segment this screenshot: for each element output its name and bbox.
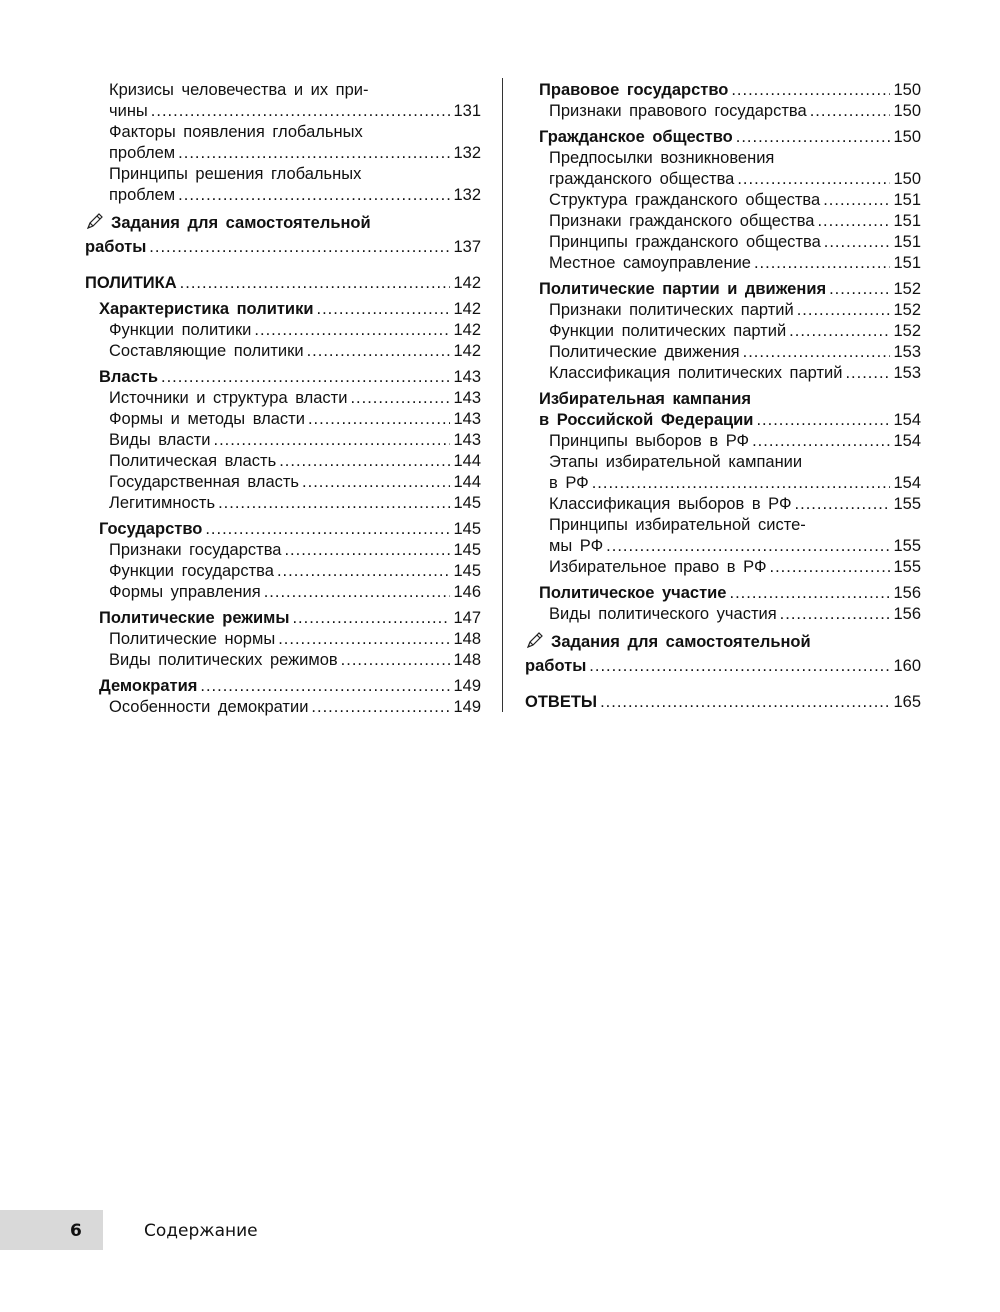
toc-entry-line <box>549 232 921 253</box>
dot-leader <box>823 190 890 211</box>
dot-leader <box>311 697 450 718</box>
dot-leader <box>589 656 890 677</box>
dot-leader <box>752 431 890 452</box>
toc-entry <box>525 431 921 452</box>
toc-page-number: 153 <box>893 364 921 382</box>
toc-entry-line <box>109 80 481 101</box>
toc-page-number: 143 <box>453 389 481 407</box>
toc-entry-title: Характеристика политики <box>99 300 314 318</box>
toc-page-number: 151 <box>893 212 921 230</box>
toc-column-right <box>525 80 921 713</box>
pencil-icon <box>525 630 545 656</box>
dot-leader <box>606 536 890 557</box>
toc-entry-line <box>99 367 481 388</box>
toc-entry-title: Признаки государства <box>109 541 282 559</box>
toc-entry-title: Факторы появления глобальных <box>109 123 363 141</box>
toc-page-number: 145 <box>453 494 481 512</box>
toc-entry <box>85 561 481 582</box>
toc-entry <box>525 494 921 515</box>
toc-entry-line <box>549 253 921 274</box>
toc-entry-title: Принципы выборов в РФ <box>549 432 750 450</box>
dot-leader <box>731 80 890 101</box>
toc-entry-line <box>109 472 481 493</box>
toc-entry-title: Виды политического участия <box>549 605 777 623</box>
toc-entry <box>85 341 481 362</box>
toc-entry-title: Функции государства <box>109 562 274 580</box>
toc-entry-line <box>539 80 921 101</box>
dot-leader <box>279 451 450 472</box>
toc-entry-line <box>525 656 921 677</box>
toc-entry <box>85 299 481 320</box>
dot-leader <box>810 101 891 122</box>
toc-entry-line <box>99 519 481 540</box>
toc-entry-title: Классификация выборов в РФ <box>549 495 792 513</box>
toc-entry-title: Политическая власть <box>109 452 277 470</box>
toc-entry <box>525 101 921 122</box>
toc-entry-title: Правовое государство <box>539 81 729 99</box>
toc-entry-line <box>109 561 481 582</box>
toc-entry <box>525 80 921 101</box>
toc-entry <box>85 650 481 671</box>
toc-entry-line <box>85 211 481 237</box>
dot-leader <box>292 608 450 629</box>
dot-leader <box>200 676 450 697</box>
toc-entry <box>85 451 481 472</box>
toc-page-number: 142 <box>453 321 481 339</box>
dot-leader <box>770 557 891 578</box>
dot-leader <box>308 409 451 430</box>
dot-leader <box>178 143 450 164</box>
toc-entry-title: в РФ <box>549 474 589 492</box>
toc-entry <box>525 148 921 190</box>
toc-entry <box>85 211 481 258</box>
toc-page-number: 149 <box>453 698 481 716</box>
dot-leader <box>756 410 890 431</box>
toc-entry-title: проблем <box>109 144 176 162</box>
toc-page-number: 145 <box>453 562 481 580</box>
toc-page-number: 151 <box>893 254 921 272</box>
toc-page-number: 154 <box>893 474 921 492</box>
toc-entry-line <box>109 101 481 122</box>
toc-entry-line <box>549 431 921 452</box>
toc-entry-line <box>549 515 921 536</box>
toc-entry <box>85 608 481 629</box>
toc-entry-line <box>549 452 921 473</box>
toc-entry <box>525 127 921 148</box>
toc-entry-line <box>549 473 921 494</box>
toc-entry-title: Виды политических режимов <box>109 651 338 669</box>
toc-entry-line <box>109 540 481 561</box>
toc-entry-line <box>549 342 921 363</box>
toc-entry <box>525 363 921 384</box>
toc-entry <box>525 321 921 342</box>
toc-entry-line <box>549 363 921 384</box>
toc-entry <box>85 540 481 561</box>
toc-entry-title: Функции политических партий <box>549 322 787 340</box>
toc-entry-line <box>549 101 921 122</box>
toc-entry-line <box>109 388 481 409</box>
toc-page-number: 142 <box>453 274 481 292</box>
toc-entry-line <box>109 493 481 514</box>
toc-entry-title: Избирательная кампания <box>539 390 751 408</box>
toc-page-number: 160 <box>893 657 921 675</box>
toc-page-number: 144 <box>453 473 481 491</box>
toc-page-number: 152 <box>893 322 921 340</box>
dot-leader <box>817 211 890 232</box>
toc-entry-line <box>109 164 481 185</box>
toc-page-number: 150 <box>893 102 921 120</box>
toc-entry-line <box>109 629 481 650</box>
toc-page-number: 131 <box>453 102 481 120</box>
toc-entry-title: Политические режимы <box>99 609 290 627</box>
dot-leader <box>789 321 890 342</box>
toc-entry-title: Особенности демократии <box>109 698 309 716</box>
toc-entry-line <box>549 321 921 342</box>
toc-page-number: 152 <box>893 280 921 298</box>
toc-entry-title: Государство <box>99 520 203 538</box>
toc-entry <box>525 604 921 625</box>
toc-entry-line <box>99 608 481 629</box>
toc-entry-line <box>549 169 921 190</box>
toc-entry <box>525 300 921 321</box>
toc-entry <box>525 452 921 494</box>
toc-entry <box>525 232 921 253</box>
toc-entry-line <box>85 237 481 258</box>
toc-entry-title: Принципы избирательной систе- <box>549 516 806 534</box>
toc-entry <box>525 211 921 232</box>
toc-entry-title: Источники и структура власти <box>109 389 348 407</box>
dot-leader <box>780 604 891 625</box>
toc-entry-line <box>109 320 481 341</box>
toc-entry-title: работы <box>85 238 147 256</box>
toc-entry <box>85 80 481 122</box>
toc-page-number: 147 <box>453 609 481 627</box>
toc-page-number: 154 <box>893 432 921 450</box>
toc-entry <box>85 164 481 206</box>
toc-page-number: 154 <box>893 411 921 429</box>
toc-entry-line <box>109 122 481 143</box>
toc-page-number: 132 <box>453 186 481 204</box>
toc-entry-title: Признаки политических партий <box>549 301 794 319</box>
toc-entry <box>85 367 481 388</box>
dot-leader <box>278 629 450 650</box>
toc-entry-title: Формы управления <box>109 583 261 601</box>
toc-page-number: 145 <box>453 520 481 538</box>
toc-entry-line <box>109 143 481 164</box>
toc-entry <box>525 279 921 300</box>
toc-entry <box>85 122 481 164</box>
toc-entry-line <box>539 389 921 410</box>
toc-entry <box>85 320 481 341</box>
toc-entry-title: Власть <box>99 368 158 386</box>
toc-entry-title: Принципы решения глобальных <box>109 165 362 183</box>
toc-page-number: 151 <box>893 191 921 209</box>
toc-page-number: 150 <box>893 170 921 188</box>
toc-entry-title: Местное самоуправление <box>549 254 751 272</box>
dot-leader <box>824 232 891 253</box>
toc-page-number: 152 <box>893 301 921 319</box>
toc-entry <box>85 430 481 451</box>
dot-leader <box>161 367 450 388</box>
toc-entry-title: Государственная власть <box>109 473 300 491</box>
toc-entry <box>525 515 921 557</box>
toc-entry-line <box>109 430 481 451</box>
toc-entry-line <box>109 409 481 430</box>
toc-entry <box>525 692 921 713</box>
toc-entry-line <box>109 650 481 671</box>
toc-entry <box>85 409 481 430</box>
toc-entry <box>525 630 921 677</box>
toc-page-number: 150 <box>893 128 921 146</box>
toc-page-number: 155 <box>893 558 921 576</box>
toc-entry <box>85 697 481 718</box>
toc-page-number: 137 <box>453 238 481 256</box>
toc-entry-line <box>109 341 481 362</box>
dot-leader <box>600 692 890 713</box>
dot-leader <box>205 519 450 540</box>
toc-entry-title: Политические партии и движения <box>539 280 827 298</box>
toc-entry-line <box>109 451 481 472</box>
dot-leader <box>350 388 450 409</box>
dot-leader <box>743 342 891 363</box>
toc-entry-title: Задания для самостоятельной <box>111 214 371 232</box>
dot-leader <box>754 253 891 274</box>
toc-entry-title: Политическое участие <box>539 584 727 602</box>
toc-entry <box>525 342 921 363</box>
toc-entry-line <box>539 127 921 148</box>
toc-entry <box>85 493 481 514</box>
toc-page-number: 146 <box>453 583 481 601</box>
pencil-icon <box>85 211 105 237</box>
toc-entry-title: Классификация политических партий <box>549 364 843 382</box>
toc-entry <box>85 582 481 603</box>
toc-entry-line <box>549 536 921 557</box>
toc-entry-title: Составляющие политики <box>109 342 304 360</box>
toc-entry <box>85 472 481 493</box>
toc-entry-title: Политические движения <box>549 343 740 361</box>
toc-entry-line <box>549 300 921 321</box>
toc-page-number: 165 <box>893 693 921 711</box>
toc-entry-line <box>525 630 921 656</box>
toc-entry-title: Виды власти <box>109 431 211 449</box>
toc-entry <box>85 629 481 650</box>
toc-page-number: 148 <box>453 630 481 648</box>
toc-entry-title: Избирательное право в РФ <box>549 558 767 576</box>
toc-page-number: 145 <box>453 541 481 559</box>
dot-leader <box>341 650 451 671</box>
toc-column-left <box>85 80 481 718</box>
toc-page-number: 143 <box>453 431 481 449</box>
toc-page-number: 148 <box>453 651 481 669</box>
dot-leader <box>214 430 451 451</box>
toc-entry-title: ОТВЕТЫ <box>525 693 598 711</box>
toc-entry-line <box>99 299 481 320</box>
toc-entry <box>85 676 481 697</box>
toc-page-number: 155 <box>893 537 921 555</box>
dot-leader <box>736 127 891 148</box>
toc-entry-title: Гражданское общество <box>539 128 733 146</box>
toc-entry <box>85 519 481 540</box>
toc-entry <box>525 557 921 578</box>
dot-leader <box>592 473 891 494</box>
toc-page-number: 142 <box>453 342 481 360</box>
toc-entry-title: в Российской Федерации <box>539 411 754 429</box>
toc-entry-title: Предпосылки возникновения <box>549 149 775 167</box>
toc-entry-title: Принципы гражданского общества <box>549 233 821 251</box>
toc-entry <box>85 388 481 409</box>
dot-leader <box>277 561 451 582</box>
toc-entry-line <box>109 582 481 603</box>
dot-leader <box>151 101 451 122</box>
toc-page-number: 149 <box>453 677 481 695</box>
page-number-box <box>0 1210 103 1250</box>
toc-entry-line <box>109 185 481 206</box>
toc-entry-line <box>549 211 921 232</box>
dot-leader <box>264 582 451 603</box>
toc-entry-line <box>549 190 921 211</box>
toc-entry-title: Функции политики <box>109 321 252 339</box>
dot-leader <box>302 472 450 493</box>
toc-entry-line <box>539 410 921 431</box>
toc-page-number: 132 <box>453 144 481 162</box>
toc-page-number: 153 <box>893 343 921 361</box>
dot-leader <box>316 299 450 320</box>
toc-entry-title: Структура гражданского общества <box>549 191 821 209</box>
dot-leader <box>795 494 891 515</box>
dot-leader <box>218 493 450 514</box>
toc-page-number: 156 <box>893 584 921 602</box>
dot-leader <box>737 169 890 190</box>
toc-entry-line <box>85 273 481 294</box>
toc-entry-line <box>539 279 921 300</box>
toc-page-number: 143 <box>453 410 481 428</box>
toc-entry-title: мы РФ <box>549 537 604 555</box>
dot-leader <box>729 583 890 604</box>
toc-entry <box>525 389 921 431</box>
toc-entry <box>85 273 481 294</box>
page-number: 6 <box>70 1221 82 1241</box>
toc-entry-title: чины <box>109 102 148 120</box>
toc-entry-line <box>549 604 921 625</box>
toc-entry-title: Демократия <box>99 677 198 695</box>
toc-page-number: 150 <box>893 81 921 99</box>
toc-entry-line <box>549 148 921 169</box>
toc-entry-title: Легитимность <box>109 494 216 512</box>
dot-leader <box>845 363 890 384</box>
dot-leader <box>307 341 451 362</box>
toc-page-number: 142 <box>453 300 481 318</box>
dot-leader <box>829 279 890 300</box>
toc-page-number: 151 <box>893 233 921 251</box>
toc-entry-title: Политические нормы <box>109 630 276 648</box>
toc-entry-title: гражданского общества <box>549 170 735 188</box>
dot-leader <box>178 185 450 206</box>
toc-entry-line <box>549 557 921 578</box>
toc-page-number: 155 <box>893 495 921 513</box>
dot-leader <box>254 320 450 341</box>
dot-leader <box>180 273 451 294</box>
toc-entry-title: Признаки гражданского общества <box>549 212 815 230</box>
toc-entry-title: работы <box>525 657 587 675</box>
toc-entry-line <box>539 583 921 604</box>
toc-entry-line <box>525 692 921 713</box>
toc-entry <box>525 190 921 211</box>
column-divider <box>502 78 503 712</box>
toc-entry-line <box>549 494 921 515</box>
toc-entry-title: Формы и методы власти <box>109 410 305 428</box>
toc-entry-title: Признаки правового государства <box>549 102 807 120</box>
dot-leader <box>797 300 891 321</box>
toc-entry-line <box>99 676 481 697</box>
toc-entry <box>525 253 921 274</box>
dot-leader <box>149 237 450 258</box>
toc-page-number: 143 <box>453 368 481 386</box>
dot-leader <box>284 540 450 561</box>
running-title: Содержание <box>144 1221 258 1241</box>
toc-entry-title: Задания для самостоятельной <box>551 633 811 651</box>
toc-entry-line <box>109 697 481 718</box>
toc-entry-title: Кризисы человечества и их при- <box>109 81 369 99</box>
toc-entry <box>525 583 921 604</box>
toc-entry-title: проблем <box>109 186 176 204</box>
toc-entry-title: ПОЛИТИКА <box>85 274 177 292</box>
toc-entry-title: Этапы избирательной кампании <box>549 453 803 471</box>
toc-page-number: 144 <box>453 452 481 470</box>
toc-page-number: 156 <box>893 605 921 623</box>
